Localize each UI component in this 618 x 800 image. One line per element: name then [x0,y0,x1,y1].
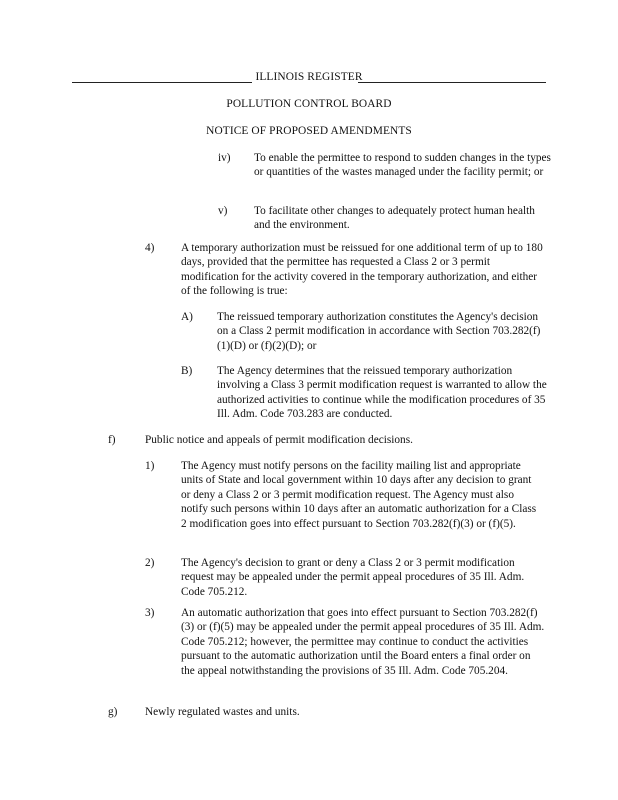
item-f1-label: 1) [145,460,155,472]
register-title: ILLINOIS REGISTER [255,71,363,83]
item-f1-text: The Agency must notify persons on the facility mailing list and appropriate units of State and local government within 10 days after any decision to grant or deny a Class 2 or 3 permit modification request. The Agency must also notify such persons within 10 days after an automatic authorization for a Class 2 modification goes into effect pursuant to Section 703.282(f)(3) or (f)(5). [181,460,537,530]
item-A-text: The reissued temporary authorization constitutes the Agency's decision on a Class 2 permit modification in accordance with Section 703.282(f)(1)(D) or (f)(2)(D); or [217,311,541,352]
item-f-text: Public notice and appeals of permit modification decisions. [145,434,413,446]
item-g-label: g) [108,706,118,718]
item-A-label: A) [181,311,193,323]
board-title: POLLUTION CONTROL BOARD [226,98,392,110]
item-4-label: 4) [145,242,155,254]
item-v-label: v) [218,205,228,217]
item-f2-text: The Agency's decision to grant or deny a Class 2 or 3 permit modification request may be appealed under the permit appeal procedures of 35 Ill. Adm. Code 705.212. [181,557,525,598]
item-B-text: The Agency determines that the reissued temporary authorization involving a Class 3 permit modification request is warranted to allow the authorized activities to continue while the modification procedures of 35 Ill. Adm. Code 703.283 are conducted. [217,365,547,421]
item-g-text: Newly regulated wastes and units. [145,706,300,718]
item-f-label: f) [108,434,116,446]
item-v-text: To facilitate other changes to adequately protect human health and the environment. [254,205,535,232]
item-f3-label: 3) [145,607,155,619]
item-B-label: B) [181,365,193,377]
item-f3-text: An automatic authorization that goes into effect pursuant to Section 703.282(f)(3) or (f)(5) may be appealed under the permit appeal procedures of 35 Ill. Adm. Code 705.212; however, the permittee may continue to conduct the activities pursuant to the automatic authorization until the Board enters a final order on the appeal notwithstanding the provisions of 35 Ill. Adm. Code 705.204. [181,607,545,677]
item-4-text: A temporary authorization must be reissued for one additional term of up to 180 days, provided that the permittee has requested a Class 2 or 3 permit modification for the activity covered in the temporary authorization, and either of the following is true: [181,242,543,298]
item-iv-text: To enable the permittee to respond to sudden changes in the types or quantities of the wastes managed under the facility permit; or [254,152,551,179]
item-f2-label: 2) [145,557,155,569]
notice-title: NOTICE OF PROPOSED AMENDMENTS [206,125,412,137]
item-iv-label: iv) [218,152,231,164]
